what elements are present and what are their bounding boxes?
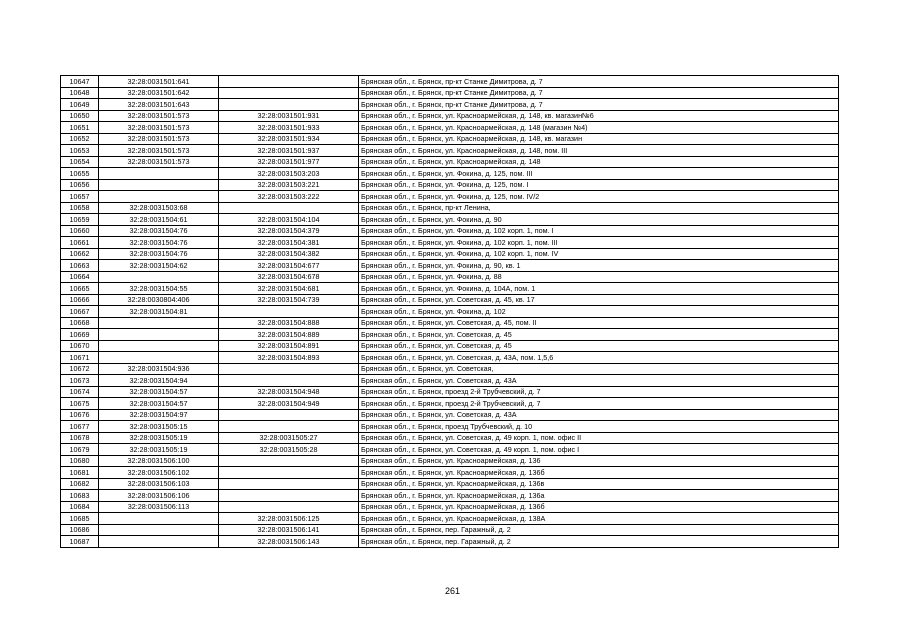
address-cell: Брянская обл., г. Брянск, пер. Гаражный, д. 2: [359, 524, 839, 536]
row-number-cell: 10649: [61, 99, 99, 111]
address-cell: Брянская обл., г. Брянск, проезд 2-й Трубчевский, д. 7: [359, 398, 839, 410]
building-cadastral-cell: 32:28:0031506:143: [219, 536, 359, 548]
address-cell: Брянская обл., г. Брянск, ул. Красноармейская, д. 136б: [359, 467, 839, 479]
building-cadastral-cell: 32:28:0031504:893: [219, 352, 359, 364]
building-cadastral-cell: 32:28:0031501:937: [219, 145, 359, 157]
parcel-cadastral-cell: [99, 179, 219, 191]
building-cadastral-cell: 32:28:0031501:933: [219, 122, 359, 134]
table-row: [61, 306, 839, 318]
row-number-cell: 10668: [61, 317, 99, 329]
parcel-cadastral-cell: 32:28:0031504:61: [99, 214, 219, 226]
building-cadastral-cell: 32:28:0031504:889: [219, 329, 359, 341]
row-number-cell: 10665: [61, 283, 99, 295]
table-row: [61, 87, 839, 99]
building-cadastral-cell: 32:28:0031504:677: [219, 260, 359, 272]
row-number-cell: 10664: [61, 271, 99, 283]
building-cadastral-cell: [219, 409, 359, 421]
building-cadastral-cell: 32:28:0031504:739: [219, 294, 359, 306]
address-cell: Брянская обл., г. Брянск, ул. Фокина, д. 104А, пом. 1: [359, 283, 839, 295]
address-cell: Брянская обл., г. Брянск, ул. Красноармейская, д. 136: [359, 455, 839, 467]
address-cell: Брянская обл., г. Брянск, ул. Красноармейская, д. 148: [359, 156, 839, 168]
address-cell: Брянская обл., г. Брянск, ул. Советская, д. 43А: [359, 409, 839, 421]
row-number-cell: 10678: [61, 432, 99, 444]
parcel-cadastral-cell: 32:28:0031505:15: [99, 421, 219, 433]
row-number-cell: 10662: [61, 248, 99, 260]
parcel-cadastral-cell: 32:28:0031501:573: [99, 122, 219, 134]
building-cadastral-cell: [219, 306, 359, 318]
row-number-cell: 10669: [61, 329, 99, 341]
table-row: [61, 156, 839, 168]
parcel-cadastral-cell: [99, 329, 219, 341]
address-cell: Брянская обл., г. Брянск, проезд Трубчевский, д. 10: [359, 421, 839, 433]
parcel-cadastral-cell: 32:28:0031501:643: [99, 99, 219, 111]
table-row: [61, 191, 839, 203]
row-number-cell: 10672: [61, 363, 99, 375]
row-number-cell: 10683: [61, 490, 99, 502]
parcel-cadastral-cell: 32:28:0031501:573: [99, 156, 219, 168]
address-cell: Брянская обл., г. Брянск, ул. Фокина, д. 88: [359, 271, 839, 283]
address-cell: Брянская обл., г. Брянск, ул. Красноармейская, д. 136а: [359, 490, 839, 502]
parcel-cadastral-cell: [99, 191, 219, 203]
table-row: [61, 202, 839, 214]
table-row: [61, 329, 839, 341]
table-row: [61, 455, 839, 467]
row-number-cell: 10656: [61, 179, 99, 191]
parcel-cadastral-cell: [99, 352, 219, 364]
address-cell: Брянская обл., г. Брянск, ул. Советская, д. 45, пом. II: [359, 317, 839, 329]
table-row: [61, 248, 839, 260]
building-cadastral-cell: 32:28:0031501:934: [219, 133, 359, 145]
parcel-cadastral-cell: [99, 524, 219, 536]
table-row: [61, 133, 839, 145]
row-number-cell: 10684: [61, 501, 99, 513]
address-cell: Брянская обл., г. Брянск, ул. Советская, д. 45: [359, 340, 839, 352]
row-number-cell: 10650: [61, 110, 99, 122]
row-number-cell: 10657: [61, 191, 99, 203]
building-cadastral-cell: 32:28:0031506:125: [219, 513, 359, 525]
parcel-cadastral-cell: 32:28:0031504:936: [99, 363, 219, 375]
row-number-cell: 10659: [61, 214, 99, 226]
row-number-cell: 10660: [61, 225, 99, 237]
parcel-cadastral-cell: 32:28:0031501:573: [99, 145, 219, 157]
row-number-cell: 10677: [61, 421, 99, 433]
parcel-cadastral-cell: 32:28:0030804:406: [99, 294, 219, 306]
table-row: [61, 294, 839, 306]
address-cell: Брянская обл., г. Брянск, ул. Красноармейская, д. 136б: [359, 501, 839, 513]
address-cell: Брянская обл., г. Брянск, проезд 2-й Трубчевский, д. 7: [359, 386, 839, 398]
table-row: [61, 421, 839, 433]
table-row: [61, 168, 839, 180]
row-number-cell: 10674: [61, 386, 99, 398]
address-cell: Брянская обл., г. Брянск, ул. Фокина, д. 90: [359, 214, 839, 226]
address-cell: Брянская обл., г. Брянск, ул. Фокина, д. 125, пом. III: [359, 168, 839, 180]
table-row: [61, 99, 839, 111]
parcel-cadastral-cell: 32:28:0031504:76: [99, 248, 219, 260]
address-cell: Брянская обл., г. Брянск, ул. Советская, д. 45, кв. 17: [359, 294, 839, 306]
table-row: [61, 352, 839, 364]
row-number-cell: 10666: [61, 294, 99, 306]
address-cell: Брянская обл., г. Брянск, ул. Советская, д. 49 корп. 1, пом. офис II: [359, 432, 839, 444]
table-row: [61, 225, 839, 237]
address-cell: Брянская обл., г. Брянск, ул. Красноармейская, д. 136в: [359, 478, 839, 490]
building-cadastral-cell: 32:28:0031504:891: [219, 340, 359, 352]
parcel-cadastral-cell: [99, 340, 219, 352]
building-cadastral-cell: [219, 501, 359, 513]
building-cadastral-cell: [219, 99, 359, 111]
row-number-cell: 10686: [61, 524, 99, 536]
building-cadastral-cell: 32:28:0031504:381: [219, 237, 359, 249]
parcel-cadastral-cell: 32:28:0031504:81: [99, 306, 219, 318]
row-number-cell: 10676: [61, 409, 99, 421]
address-cell: Брянская обл., г. Брянск, ул. Фокина, д. 102 корп. 1, пом. I: [359, 225, 839, 237]
table-row: [61, 340, 839, 352]
parcel-cadastral-cell: 32:28:0031504:97: [99, 409, 219, 421]
row-number-cell: 10679: [61, 444, 99, 456]
address-cell: Брянская обл., г. Брянск, ул. Фокина, д. 102: [359, 306, 839, 318]
parcel-cadastral-cell: 32:28:0031501:573: [99, 133, 219, 145]
parcel-cadastral-cell: [99, 168, 219, 180]
address-cell: Брянская обл., г. Брянск, пр-кт Станке Димитрова, д. 7: [359, 99, 839, 111]
address-cell: Брянская обл., г. Брянск, ул. Красноармейская, д. 148, пом. III: [359, 145, 839, 157]
address-cell: Брянская обл., г. Брянск, ул. Советская, д. 43А, пом. 1,5,6: [359, 352, 839, 364]
row-number-cell: 10655: [61, 168, 99, 180]
row-number-cell: 10653: [61, 145, 99, 157]
building-cadastral-cell: 32:28:0031505:27: [219, 432, 359, 444]
building-cadastral-cell: [219, 467, 359, 479]
parcel-cadastral-cell: 32:28:0031504:94: [99, 375, 219, 387]
table-row: [61, 536, 839, 548]
building-cadastral-cell: [219, 490, 359, 502]
parcel-cadastral-cell: 32:28:0031506:106: [99, 490, 219, 502]
parcel-cadastral-cell: 32:28:0031506:113: [99, 501, 219, 513]
parcel-cadastral-cell: 32:28:0031506:102: [99, 467, 219, 479]
table-row: [61, 444, 839, 456]
building-cadastral-cell: 32:28:0031506:141: [219, 524, 359, 536]
row-number-cell: 10658: [61, 202, 99, 214]
row-number-cell: 10681: [61, 467, 99, 479]
building-cadastral-cell: 32:28:0031504:379: [219, 225, 359, 237]
building-cadastral-cell: 32:28:0031505:28: [219, 444, 359, 456]
row-number-cell: 10651: [61, 122, 99, 134]
row-number-cell: 10680: [61, 455, 99, 467]
table-row: [61, 179, 839, 191]
table-row: [61, 283, 839, 295]
table-row: [61, 214, 839, 226]
address-cell: Брянская обл., г. Брянск, ул. Фокина, д. 90, кв. 1: [359, 260, 839, 272]
table-row: [61, 501, 839, 513]
building-cadastral-cell: [219, 455, 359, 467]
address-cell: Брянская обл., г. Брянск, ул. Советская, д. 43А: [359, 375, 839, 387]
table-row: [61, 260, 839, 272]
parcel-cadastral-cell: 32:28:0031506:100: [99, 455, 219, 467]
building-cadastral-cell: [219, 421, 359, 433]
registry-table: [60, 75, 839, 548]
row-number-cell: 10687: [61, 536, 99, 548]
building-cadastral-cell: [219, 478, 359, 490]
table-row: [61, 145, 839, 157]
building-cadastral-cell: 32:28:0031504:382: [219, 248, 359, 260]
table-row: [61, 122, 839, 134]
table-row: [61, 513, 839, 525]
row-number-cell: 10654: [61, 156, 99, 168]
address-cell: Брянская обл., г. Брянск, ул. Красноармейская, д. 148, кв. магазин№6: [359, 110, 839, 122]
parcel-cadastral-cell: 32:28:0031504:76: [99, 225, 219, 237]
table-row: [61, 398, 839, 410]
address-cell: Брянская обл., г. Брянск, пер. Гаражный, д. 2: [359, 536, 839, 548]
building-cadastral-cell: 32:28:0031504:681: [219, 283, 359, 295]
parcel-cadastral-cell: 32:28:0031503:68: [99, 202, 219, 214]
building-cadastral-cell: [219, 363, 359, 375]
parcel-cadastral-cell: [99, 271, 219, 283]
table-row: [61, 375, 839, 387]
row-number-cell: 10685: [61, 513, 99, 525]
building-cadastral-cell: 32:28:0031504:888: [219, 317, 359, 329]
table-row: [61, 409, 839, 421]
parcel-cadastral-cell: 32:28:0031501:642: [99, 87, 219, 99]
table-row: [61, 317, 839, 329]
building-cadastral-cell: [219, 202, 359, 214]
row-number-cell: 10663: [61, 260, 99, 272]
table-row: [61, 386, 839, 398]
table-row: [61, 478, 839, 490]
table-row: [61, 271, 839, 283]
address-cell: Брянская обл., г. Брянск, ул. Советская, д. 45: [359, 329, 839, 341]
address-cell: Брянская обл., г. Брянск, ул. Фокина, д. 102 корп. 1, пом. III: [359, 237, 839, 249]
parcel-cadastral-cell: [99, 317, 219, 329]
table-row: [61, 490, 839, 502]
address-cell: Брянская обл., г. Брянск, ул. Фокина, д. 125, пом. IV/2: [359, 191, 839, 203]
row-number-cell: 10670: [61, 340, 99, 352]
table-row: [61, 76, 839, 88]
address-cell: Брянская обл., г. Брянск, ул. Советская, д. 49 корп. 1, пом. офис I: [359, 444, 839, 456]
table-row: [61, 110, 839, 122]
building-cadastral-cell: 32:28:0031503:203: [219, 168, 359, 180]
parcel-cadastral-cell: 32:28:0031504:55: [99, 283, 219, 295]
registry-table-body: [61, 76, 839, 548]
page-number: 261: [444, 586, 461, 596]
building-cadastral-cell: 32:28:0031501:931: [219, 110, 359, 122]
parcel-cadastral-cell: 32:28:0031504:76: [99, 237, 219, 249]
table-row: [61, 467, 839, 479]
address-cell: Брянская обл., г. Брянск, ул. Фокина, д. 102 корп. 1, пом. IV: [359, 248, 839, 260]
parcel-cadastral-cell: 32:28:0031501:641: [99, 76, 219, 88]
building-cadastral-cell: [219, 76, 359, 88]
table-row: [61, 363, 839, 375]
row-number-cell: 10671: [61, 352, 99, 364]
building-cadastral-cell: 32:28:0031503:222: [219, 191, 359, 203]
address-cell: Брянская обл., г. Брянск, ул. Красноармейская, д. 148, кв. магазин: [359, 133, 839, 145]
row-number-cell: 10667: [61, 306, 99, 318]
address-cell: Брянская обл., г. Брянск, ул. Фокина, д. 125, пом. I: [359, 179, 839, 191]
parcel-cadastral-cell: [99, 536, 219, 548]
table-row: [61, 237, 839, 249]
table-row: [61, 524, 839, 536]
building-cadastral-cell: 32:28:0031501:977: [219, 156, 359, 168]
row-number-cell: 10652: [61, 133, 99, 145]
building-cadastral-cell: [219, 87, 359, 99]
parcel-cadastral-cell: [99, 513, 219, 525]
address-cell: Брянская обл., г. Брянск, пр-кт Станке Димитрова, д. 7: [359, 87, 839, 99]
table-row: [61, 432, 839, 444]
row-number-cell: 10647: [61, 76, 99, 88]
building-cadastral-cell: 32:28:0031504:949: [219, 398, 359, 410]
building-cadastral-cell: 32:28:0031504:948: [219, 386, 359, 398]
parcel-cadastral-cell: 32:28:0031504:57: [99, 386, 219, 398]
address-cell: Брянская обл., г. Брянск, ул. Красноармейская, д. 148 (магазин №4): [359, 122, 839, 134]
row-number-cell: 10682: [61, 478, 99, 490]
parcel-cadastral-cell: 32:28:0031501:573: [99, 110, 219, 122]
parcel-cadastral-cell: 32:28:0031506:103: [99, 478, 219, 490]
building-cadastral-cell: 32:28:0031503:221: [219, 179, 359, 191]
parcel-cadastral-cell: 32:28:0031505:19: [99, 432, 219, 444]
parcel-cadastral-cell: 32:28:0031505:19: [99, 444, 219, 456]
building-cadastral-cell: 32:28:0031504:678: [219, 271, 359, 283]
row-number-cell: 10661: [61, 237, 99, 249]
building-cadastral-cell: [219, 375, 359, 387]
row-number-cell: 10675: [61, 398, 99, 410]
address-cell: Брянская обл., г. Брянск, пр-кт Ленина,: [359, 202, 839, 214]
address-cell: Брянская обл., г. Брянск, пр-кт Станке Димитрова, д. 7: [359, 76, 839, 88]
parcel-cadastral-cell: 32:28:0031504:62: [99, 260, 219, 272]
parcel-cadastral-cell: 32:28:0031504:57: [99, 398, 219, 410]
address-cell: Брянская обл., г. Брянск, ул. Советская,: [359, 363, 839, 375]
address-cell: Брянская обл., г. Брянск, ул. Красноармейская, д. 138А: [359, 513, 839, 525]
row-number-cell: 10673: [61, 375, 99, 387]
row-number-cell: 10648: [61, 87, 99, 99]
building-cadastral-cell: 32:28:0031504:104: [219, 214, 359, 226]
